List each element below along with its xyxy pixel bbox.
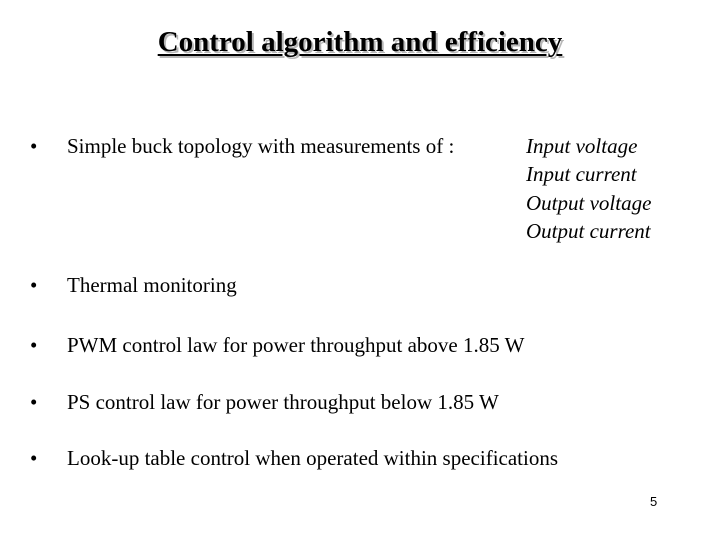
measurement-item: Input voltage: [526, 134, 638, 158]
measurement-item: Output voltage: [526, 190, 652, 215]
measurement-list: [526, 132, 651, 245]
bullet-dot-icon: •: [30, 446, 38, 470]
bullet-text: PWM control law for power throughput above 1.85 W: [67, 333, 525, 357]
bullet-dot-icon: •: [30, 134, 38, 158]
bullet-dot-icon: •: [30, 390, 38, 414]
bullet-text: Look-up table control when operated within specifications: [67, 446, 559, 470]
slide-title: Control algorithm and efficiency: [157, 26, 563, 58]
bullet-text: Simple buck topology with measurements of :: [67, 134, 455, 158]
measurement-item: Input current: [526, 162, 637, 187]
page-number: 5: [650, 494, 658, 509]
measurement-item: Output current: [526, 218, 651, 243]
bullet-dot-icon: •: [30, 333, 38, 357]
bullet-text: Thermal monitoring: [67, 273, 237, 297]
bullet-text: PS control law for power throughput below 1.85 W: [67, 390, 499, 414]
bullet-dot-icon: •: [30, 273, 38, 297]
